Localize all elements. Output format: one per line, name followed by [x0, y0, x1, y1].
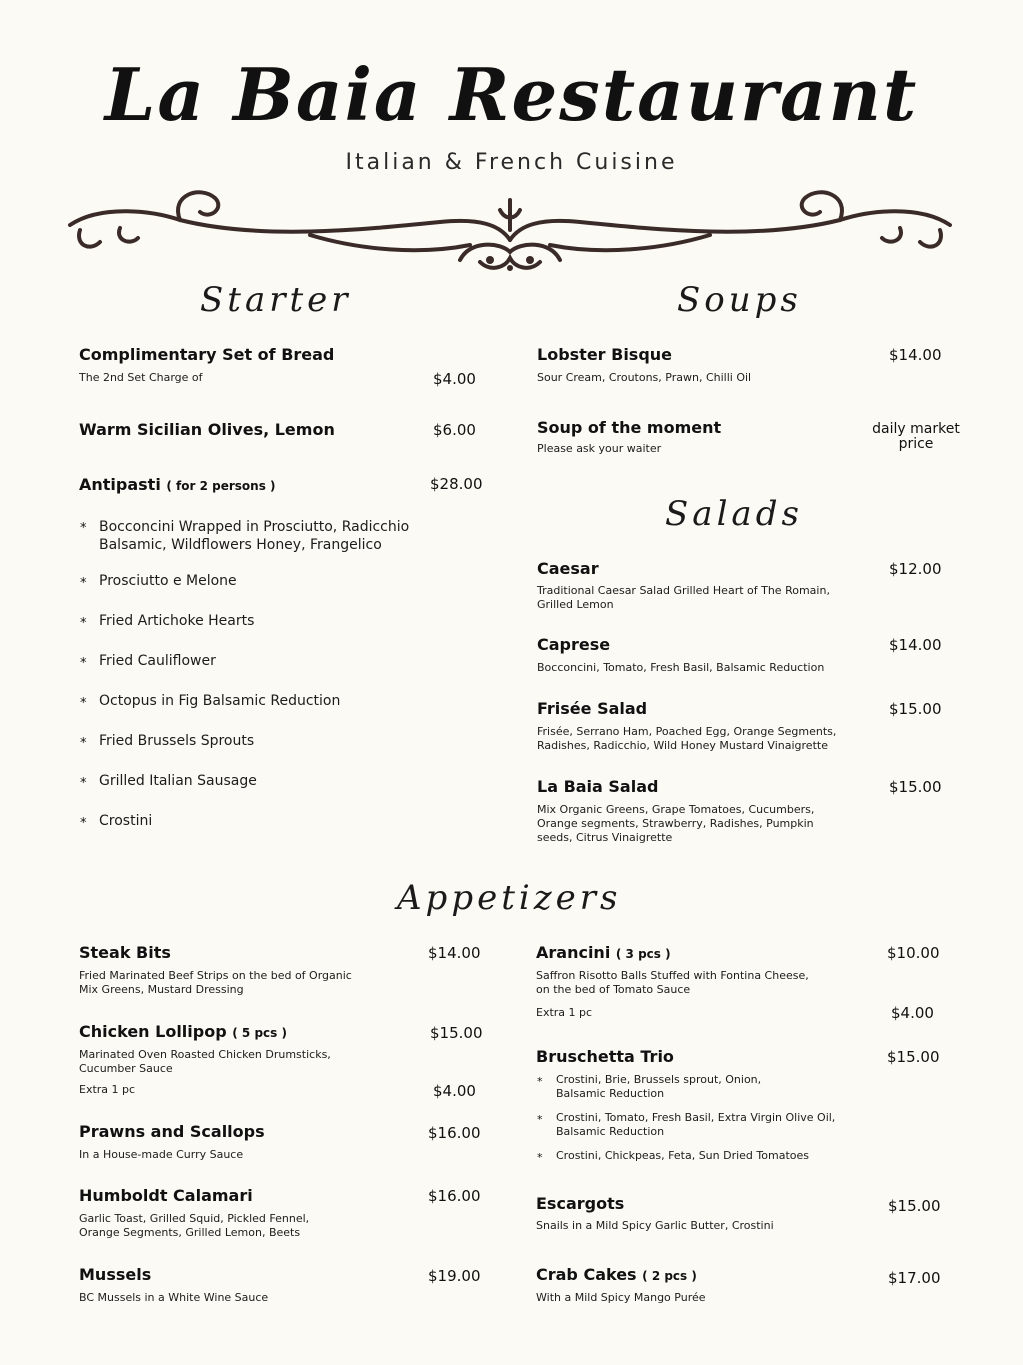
- menu-item-price: $15.00: [889, 700, 942, 718]
- bullet-star-icon: *: [80, 616, 87, 631]
- menu-item-extra: Extra 1 pc: [79, 1083, 136, 1096]
- menu-item-price: $19.00: [428, 1267, 481, 1285]
- bullet-star-icon: *: [537, 1075, 543, 1088]
- menu-item-price: $14.00: [889, 636, 942, 654]
- menu-item-name: Mussels: [79, 1265, 152, 1284]
- antipasti-item: Fried Cauliflower: [99, 653, 216, 669]
- bruschetta-item: Balsamic Reduction: [556, 1125, 665, 1138]
- menu-item-name: Complimentary Set of Bread: [79, 345, 335, 364]
- menu-item-name: [79, 1022, 287, 1041]
- menu-item-desc: Marinated Oven Roasted Chicken Drumsticks,: [79, 1048, 331, 1061]
- menu-item-name: Escargots: [536, 1194, 625, 1213]
- menu-item-desc: Grilled Lemon: [537, 598, 614, 611]
- menu-item-name-text: Arancini: [536, 943, 611, 962]
- menu-item-desc: seeds, Citrus Vinaigrette: [537, 831, 673, 844]
- menu-item-price: $4.00: [433, 370, 476, 388]
- menu-item-price: $14.00: [889, 346, 942, 364]
- bullet-star-icon: *: [80, 776, 87, 791]
- menu-item-desc: With a Mild Spicy Mango Purée: [536, 1291, 706, 1304]
- bullet-star-icon: *: [80, 656, 87, 671]
- bruschetta-item: Crostini, Brie, Brussels sprout, Onion,: [556, 1073, 762, 1086]
- menu-item-name: Steak Bits: [79, 943, 171, 962]
- menu-item-name-text: Antipasti: [79, 475, 161, 494]
- menu-item-price: $28.00: [430, 475, 483, 493]
- antipasti-item: Grilled Italian Sausage: [99, 773, 257, 789]
- menu-item-price: [866, 422, 966, 452]
- bruschetta-item: Balsamic Reduction: [556, 1087, 665, 1100]
- section-title-soups: Soups: [677, 280, 802, 320]
- menu-item-price: $15.00: [889, 778, 942, 796]
- menu-item-desc: Saffron Risotto Balls Stuffed with Fontina Cheese,: [536, 969, 809, 982]
- menu-item-name-text: Crab Cakes: [536, 1265, 637, 1284]
- menu-item-desc: The 2nd Set Charge of: [79, 371, 203, 384]
- bullet-star-icon: *: [80, 816, 87, 831]
- menu-item-note: ( 2 pcs ): [642, 1269, 697, 1283]
- section-title-salads: Salads: [665, 494, 803, 534]
- flourish-ornament-icon: [60, 180, 960, 280]
- menu-item-price: $16.00: [428, 1124, 481, 1142]
- menu-item-desc: Garlic Toast, Grilled Squid, Pickled Fennel,: [79, 1212, 310, 1225]
- antipasti-item: Fried Brussels Sprouts: [99, 733, 255, 749]
- menu-item-price: $15.00: [430, 1024, 483, 1042]
- menu-item-desc: BC Mussels in a White Wine Sauce: [79, 1291, 269, 1304]
- section-title-starter: Starter: [200, 280, 352, 320]
- price-line: price: [898, 436, 934, 452]
- bullet-star-icon: *: [80, 576, 87, 591]
- bullet-star-icon: *: [80, 736, 87, 751]
- bullet-star-icon: *: [80, 521, 87, 536]
- menu-item-desc: Traditional Caesar Salad Grilled Heart of The Romain,: [537, 584, 830, 597]
- menu-item-price: $15.00: [888, 1197, 941, 1215]
- bullet-star-icon: *: [537, 1113, 543, 1126]
- menu-item-name: [79, 475, 276, 494]
- menu-item-desc: Orange Segments, Grilled Lemon, Beets: [79, 1226, 301, 1239]
- menu-item-desc: Snails in a Mild Spicy Garlic Butter, Crostini: [536, 1219, 774, 1232]
- menu-item-desc: on the bed of Tomato Sauce: [536, 983, 691, 996]
- menu-item-name: Lobster Bisque: [537, 345, 673, 364]
- menu-item-name: Caprese: [537, 635, 611, 654]
- menu-item-price: $6.00: [433, 421, 476, 439]
- menu-item-name-text: Chicken Lollipop: [79, 1022, 227, 1041]
- antipasti-item: Fried Artichoke Hearts: [99, 613, 255, 629]
- menu-item-extra-price: $4.00: [433, 1082, 476, 1100]
- menu-item-desc: Fried Marinated Beef Strips on the bed of Organic: [79, 969, 352, 982]
- bruschetta-item: Crostini, Chickpeas, Feta, Sun Dried Tomatoes: [556, 1149, 809, 1162]
- menu-item-note: ( 5 pcs ): [232, 1026, 287, 1040]
- restaurant-title: La Baia Restaurant: [104, 52, 919, 137]
- menu-item-extra: Extra 1 pc: [536, 1006, 593, 1019]
- menu-item-price: $16.00: [428, 1187, 481, 1205]
- antipasti-item: Prosciutto e Melone: [99, 573, 237, 589]
- menu-item-desc: In a House-made Curry Sauce: [79, 1148, 244, 1161]
- menu-item-desc: Mix Greens, Mustard Dressing: [79, 983, 244, 996]
- menu-item-desc: Please ask your waiter: [537, 442, 662, 455]
- menu-item-name: [536, 1265, 697, 1284]
- menu-item-name: Humboldt Calamari: [79, 1186, 253, 1205]
- bruschetta-item: Crostini, Tomato, Fresh Basil, Extra Virgin Olive Oil,: [556, 1111, 836, 1124]
- menu-item-desc: Orange segments, Strawberry, Radishes, Pumpkin: [537, 817, 814, 830]
- antipasti-item: Crostini: [99, 813, 153, 829]
- menu-item-name: Frisée Salad: [537, 699, 648, 718]
- menu-item-name: Bruschetta Trio: [536, 1047, 674, 1066]
- menu-item-extra-price: $4.00: [891, 1004, 934, 1022]
- menu-item-name: Prawns and Scallops: [79, 1122, 265, 1141]
- menu-item-name: La Baia Salad: [537, 777, 659, 796]
- menu-item-note: ( for 2 persons ): [166, 479, 276, 493]
- restaurant-subtitle: Italian & French Cuisine: [345, 150, 678, 175]
- menu-item-desc: Bocconcini, Tomato, Fresh Basil, Balsamic Reduction: [537, 661, 825, 674]
- price-line: daily market: [872, 421, 960, 437]
- menu-item-price: $14.00: [428, 944, 481, 962]
- menu-item-price: $17.00: [888, 1269, 941, 1287]
- menu-item-desc: Cucumber Sauce: [79, 1062, 173, 1075]
- antipasti-item: Balsamic, Wildflowers Honey, Frangelico: [99, 537, 382, 553]
- menu-item-desc: Mix Organic Greens, Grape Tomatoes, Cucumbers,: [537, 803, 815, 816]
- menu-item-note: ( 3 pcs ): [615, 947, 671, 961]
- menu-item-name: Soup of the moment: [537, 418, 722, 437]
- menu-item-price: $10.00: [887, 944, 940, 962]
- menu-item-price: $12.00: [889, 560, 942, 578]
- menu-item-name: Caesar: [537, 559, 599, 578]
- menu-item-price: $15.00: [887, 1048, 940, 1066]
- menu-item-desc: Sour Cream, Croutons, Prawn, Chilli Oil: [537, 371, 752, 384]
- menu-item-desc: Radishes, Radicchio, Wild Honey Mustard Vinaigrette: [537, 739, 828, 752]
- antipasti-item: Bocconcini Wrapped in Prosciutto, Radicchio: [99, 519, 410, 535]
- menu-item-name: Warm Sicilian Olives, Lemon: [79, 420, 335, 439]
- menu-item-desc: Frisée, Serrano Ham, Poached Egg, Orange Segments,: [537, 725, 837, 738]
- section-title-appetizers: Appetizers: [397, 878, 622, 918]
- antipasti-item: Octopus in Fig Balsamic Reduction: [99, 693, 341, 709]
- bullet-star-icon: *: [80, 696, 87, 711]
- bullet-star-icon: *: [537, 1151, 543, 1164]
- menu-item-name: [536, 943, 671, 962]
